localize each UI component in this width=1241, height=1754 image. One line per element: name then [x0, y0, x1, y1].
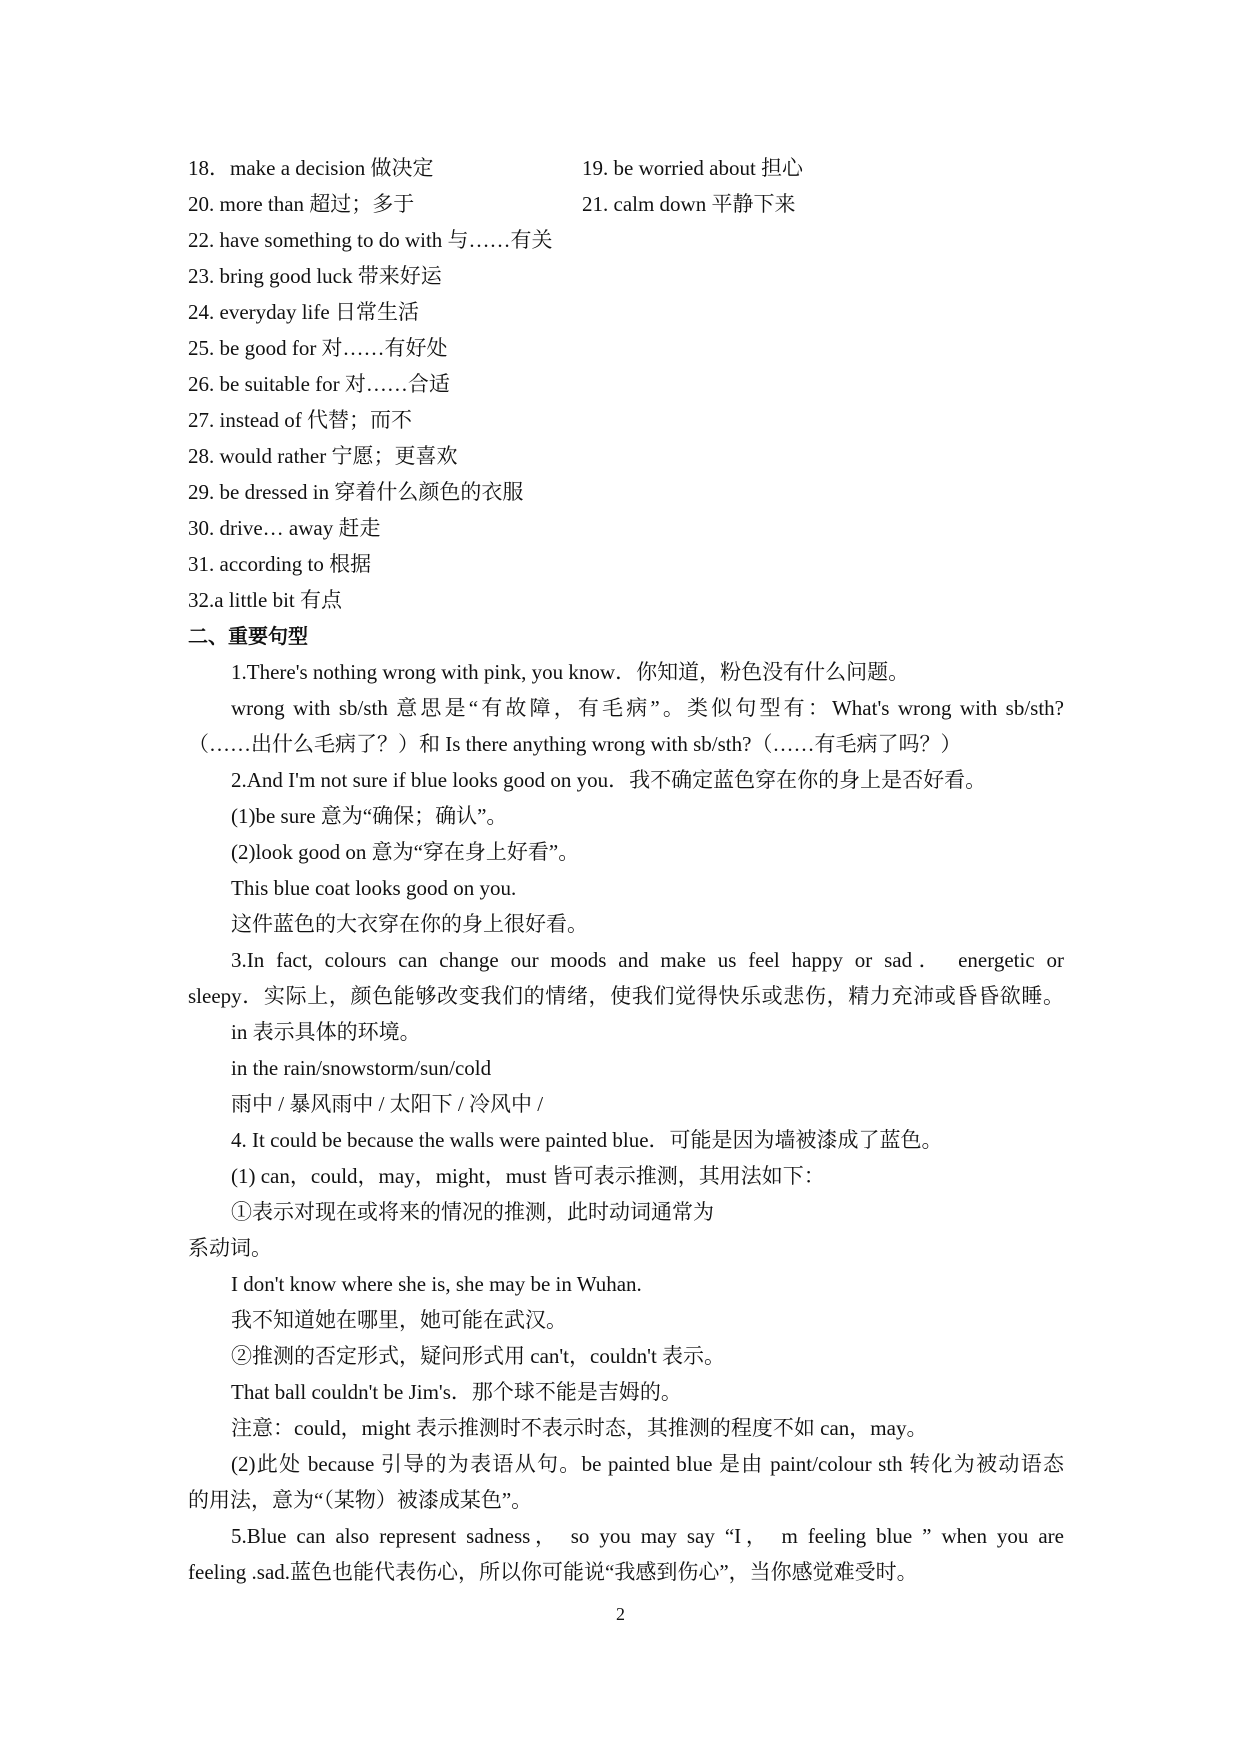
sentence-4-point-2-cont: 的用法，意为“（某物）被漆成某色”。 [188, 1488, 533, 1512]
sentence-3-line-b: sleepy．实际上，颜色能够改变我们的情绪，使我们觉得快乐或悲伤，精力充沛或昏昏欲睡。 [188, 984, 1064, 1008]
sentence-4: 4. It could be because the walls were painted blue．可能是因为墙被漆成了蓝色。 [231, 1128, 943, 1152]
phrase-20: 20. more than 超过；多于 [188, 192, 415, 216]
sentence-2-translation: 这件蓝色的大衣穿在你的身上很好看。 [231, 912, 588, 936]
sentence-3-example: in the rain/snowstorm/sun/cold [231, 1056, 492, 1080]
sentence-2: 2.And I'm not sure if blue looks good on you．我不确定蓝色穿在你的身上是否好看。 [231, 768, 987, 792]
sentence-4-usage-1-cont: 系动词。 [188, 1236, 272, 1260]
phrase-21: 21. calm down 平静下来 [582, 192, 796, 216]
sentence-4-usage-2: ②推测的否定形式，疑问形式用 can't，couldn't 表示。 [231, 1344, 726, 1368]
sentence-4-usage-1: ①表示对现在或将来的情况的推测，此时动词通常为 [231, 1200, 714, 1224]
sentence-3-translation: 雨中 / 暴风雨中 / 太阳下 / 冷风中 / [231, 1092, 544, 1116]
phrase-30: 30. drive… away 赶走 [188, 516, 381, 540]
sentence-3-line-a: 3.In fact, colours can change our moods and make us feel happy or sad． energetic or [231, 948, 1064, 972]
sentence-4-note: 注意：could，might 表示推测时不表示时态，其推测的程度不如 can，may。 [231, 1416, 928, 1440]
phrase-31: 31. according to 根据 [188, 552, 372, 576]
sentence-2-point-1: (1)be sure 意为“确保；确认”。 [231, 804, 508, 828]
section-heading: 二、重要句型 [188, 624, 308, 648]
sentence-3-note: in 表示具体的环境。 [231, 1020, 421, 1044]
sentence-4-point-1: (1) can，could，may，might，must 皆可表示推测，其用法如下： [231, 1164, 825, 1188]
sentence-4-example-1: I don't know where she is, she may be in Wuhan. [231, 1272, 642, 1296]
phrase-28: 28. would rather 宁愿；更喜欢 [188, 444, 458, 468]
phrase-32: 32.a little bit 有点 [188, 588, 342, 612]
sentence-1: 1.There's nothing wrong with pink, you know．你知道，粉色没有什么问题。 [231, 660, 910, 684]
phrase-24: 24. everyday life 日常生活 [188, 300, 419, 324]
phrase-19: 19. be worried about 担心 [582, 156, 804, 180]
page-number: 2 [616, 1604, 625, 1624]
sentence-5-line-b: feeling .sad.蓝色也能代表伤心，所以你可能说“我感到伤心”，当你感觉难受时。 [188, 1560, 918, 1584]
phrase-29: 29. be dressed in 穿着什么颜色的衣服 [188, 480, 524, 504]
sentence-2-example: This blue coat looks good on you. [231, 876, 517, 900]
sentence-2-point-2: (2)look good on 意为“穿在身上好看”。 [231, 840, 580, 864]
phrase-22: 22. have something to do with 与……有关 [188, 228, 553, 252]
sentence-4-translation-1: 我不知道她在哪里，她可能在武汉。 [231, 1308, 567, 1332]
phrase-26: 26. be suitable for 对……合适 [188, 372, 450, 396]
sentence-4-example-2: That ball couldn't be Jim's．那个球不能是吉姆的。 [231, 1380, 682, 1404]
phrase-25: 25. be good for 对……有好处 [188, 336, 448, 360]
phrase-23: 23. bring good luck 带来好运 [188, 264, 442, 288]
sentence-5-line-a: 5.Blue can also represent sadness， so you may say “I， m feeling blue ” when you are [231, 1524, 1064, 1548]
sentence-1-note-b: （……出什么毛病了？）和 Is there anything wrong with sb/sth?（……有毛病了吗？） [188, 732, 962, 756]
sentence-1-note-a: wrong with sb/sth 意思是“有故障，有毛病”。类似句型有：What's wrong with sb/sth? [231, 696, 1064, 720]
phrase-18: 18．make a decision 做决定 [188, 156, 434, 180]
phrase-27: 27. instead of 代替；而不 [188, 408, 412, 432]
sentence-4-point-2: (2)此处 because 引导的为表语从句。be painted blue 是由 paint/colour sth 转化为被动语态 [231, 1452, 1064, 1476]
